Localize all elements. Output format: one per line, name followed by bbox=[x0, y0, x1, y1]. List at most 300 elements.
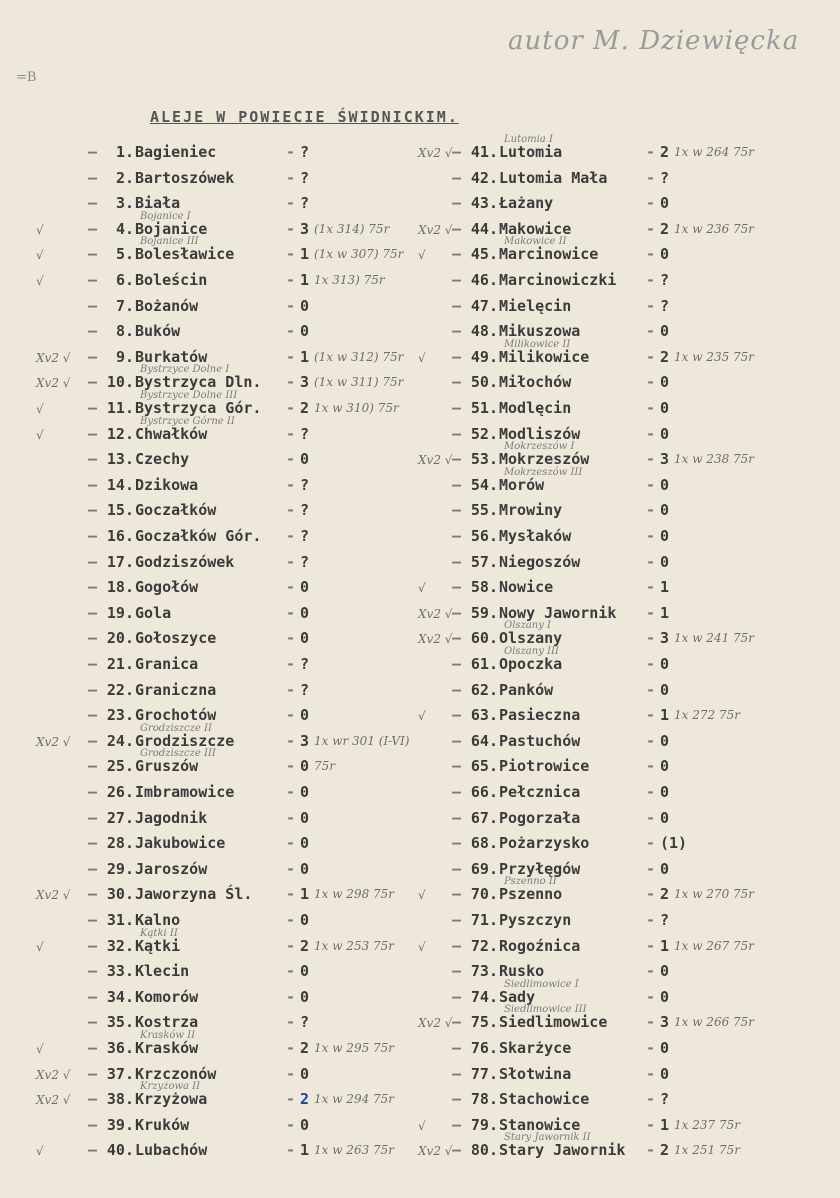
alley-count: 0 bbox=[660, 552, 670, 571]
value-dash: - bbox=[286, 143, 296, 161]
alley-count: ? bbox=[300, 1013, 310, 1032]
entry-number: 10. bbox=[106, 373, 134, 392]
value-dash: - bbox=[286, 783, 296, 801]
entry-number: 6. bbox=[115, 271, 134, 289]
handwritten-check-mark: √ bbox=[36, 222, 44, 237]
alley-count: 1 bbox=[300, 271, 310, 289]
handwritten-sublabel: Bystrzyce Dolne I bbox=[140, 364, 230, 376]
value-dash: - bbox=[646, 501, 656, 520]
entry-number: 8. bbox=[115, 322, 134, 341]
alley-count: 0 bbox=[300, 1115, 310, 1134]
village-name: Niegoszów bbox=[499, 552, 581, 571]
alley-count: 0 bbox=[300, 296, 310, 315]
alley-count: 0 bbox=[660, 1039, 670, 1057]
entry-number: 41. bbox=[470, 143, 498, 161]
alley-count: 0 bbox=[660, 527, 670, 545]
handwritten-sublabel: Kątki II bbox=[140, 927, 178, 939]
alley-count: 0 bbox=[660, 501, 670, 520]
handwritten-annotation: 1x w 298 75r bbox=[314, 887, 395, 902]
alley-count: 0 bbox=[300, 911, 310, 929]
alley-count: 2 bbox=[660, 347, 670, 366]
value-dash: - bbox=[646, 936, 656, 955]
handwritten-sublabel: Krzyżowa II bbox=[140, 1081, 201, 1093]
village-name: Opoczka bbox=[499, 655, 563, 673]
value-dash: - bbox=[646, 373, 656, 392]
value-dash: - bbox=[646, 450, 656, 469]
village-name: Pszenno bbox=[499, 885, 563, 904]
dash-marker: – bbox=[452, 450, 462, 469]
dash-marker: – bbox=[88, 552, 98, 571]
handwritten-check-mark: √ bbox=[36, 427, 44, 442]
village-name: Modlęcin bbox=[499, 399, 572, 417]
alley-count: 3 bbox=[660, 1013, 670, 1032]
handwritten-check-mark: √ bbox=[36, 939, 44, 954]
handwritten-sublabel: Siedlimowice I bbox=[504, 978, 579, 990]
value-dash: - bbox=[286, 962, 296, 981]
handwritten-sublabel: Grodziszcze III bbox=[140, 748, 216, 760]
dash-marker: – bbox=[452, 706, 462, 725]
dash-marker: – bbox=[452, 373, 462, 392]
entry-number: 66. bbox=[470, 783, 498, 801]
village-name: Panków bbox=[499, 680, 554, 699]
village-name: Modliszów bbox=[499, 424, 581, 443]
entry-number: 49. bbox=[470, 347, 498, 366]
value-dash: - bbox=[286, 347, 296, 366]
value-dash: - bbox=[286, 706, 296, 725]
handwritten-check-mark: Xv2 √ bbox=[418, 632, 453, 647]
handwritten-check-mark: √ bbox=[36, 248, 44, 263]
entry-number: 15. bbox=[106, 501, 134, 520]
value-dash: - bbox=[286, 859, 296, 878]
alley-count: ? bbox=[660, 296, 670, 315]
dash-marker: – bbox=[452, 1115, 462, 1134]
value-dash: - bbox=[286, 731, 296, 750]
village-name: Granica bbox=[135, 655, 199, 673]
entry-number: 42. bbox=[470, 168, 498, 187]
entry-number: 70. bbox=[470, 885, 498, 904]
entry-number: 40. bbox=[106, 1141, 134, 1160]
handwritten-sublabel: Bojanice I bbox=[140, 210, 191, 222]
value-dash: - bbox=[286, 911, 296, 929]
dash-marker: – bbox=[452, 475, 462, 494]
value-dash: - bbox=[646, 1013, 656, 1032]
village-name: Kątki bbox=[135, 936, 181, 955]
entry-number: 60. bbox=[470, 629, 498, 648]
alley-count: 1 bbox=[660, 1115, 670, 1134]
village-name: Lutomia Mała bbox=[499, 168, 608, 187]
dash-marker: – bbox=[452, 936, 462, 955]
entry-number: 44. bbox=[470, 219, 498, 238]
dash-marker: – bbox=[88, 1141, 98, 1160]
alley-count: (1) bbox=[660, 834, 688, 853]
dash-marker: – bbox=[88, 245, 98, 264]
entry-number: 43. bbox=[470, 194, 498, 213]
village-name: Mokrzeszów bbox=[499, 450, 590, 469]
entry-number: 63. bbox=[470, 706, 498, 725]
village-name: Goczałków Gór. bbox=[135, 527, 262, 545]
alley-count: 0 bbox=[660, 783, 670, 801]
value-dash: - bbox=[286, 399, 296, 417]
value-dash: - bbox=[286, 987, 296, 1006]
value-dash: - bbox=[646, 706, 656, 725]
value-dash: - bbox=[286, 552, 296, 571]
value-dash: - bbox=[286, 296, 296, 315]
alley-count: ? bbox=[300, 475, 310, 494]
handwritten-check-mark: √ bbox=[36, 1042, 44, 1056]
dash-marker: – bbox=[88, 783, 98, 801]
handwritten-check-mark: Xv2 √ bbox=[418, 453, 453, 468]
value-dash: - bbox=[646, 245, 656, 264]
entry-number: 65. bbox=[470, 757, 498, 776]
dash-marker: – bbox=[88, 347, 98, 366]
dash-marker: – bbox=[452, 680, 462, 699]
entry-number: 35. bbox=[106, 1013, 134, 1032]
entry-number: 78. bbox=[470, 1090, 498, 1109]
entry-number: 22. bbox=[106, 680, 134, 699]
alley-count: ? bbox=[300, 501, 310, 520]
alley-count: 0 bbox=[660, 245, 670, 264]
village-name: Kalno bbox=[135, 911, 181, 929]
value-dash: - bbox=[646, 629, 656, 648]
village-name: Bagieniec bbox=[135, 143, 217, 161]
dash-marker: – bbox=[452, 808, 462, 827]
dash-marker: – bbox=[452, 1013, 462, 1032]
village-name: Krasków bbox=[135, 1039, 199, 1057]
entry-number: 21. bbox=[106, 655, 134, 673]
value-dash: - bbox=[286, 1090, 296, 1109]
value-dash: - bbox=[286, 885, 296, 904]
dash-marker: – bbox=[88, 168, 98, 187]
handwritten-sublabel: Olszany I bbox=[504, 620, 551, 632]
alley-count: 0 bbox=[300, 757, 310, 776]
handwritten-check-mark: √ bbox=[36, 402, 44, 416]
value-dash: - bbox=[646, 783, 656, 801]
entry-number: 53. bbox=[470, 450, 498, 469]
dash-marker: – bbox=[452, 527, 462, 545]
dash-marker: – bbox=[452, 271, 462, 289]
village-name: Pyszczyn bbox=[499, 911, 572, 929]
alley-count: 2 bbox=[300, 936, 310, 955]
entry-number: 79. bbox=[470, 1115, 498, 1134]
handwritten-check-mark: √ bbox=[36, 274, 44, 288]
entry-number: 11. bbox=[106, 399, 134, 417]
entry-number: 50. bbox=[470, 373, 498, 392]
value-dash: - bbox=[646, 603, 656, 622]
handwritten-sublabel: Siedlimowice III bbox=[504, 1004, 587, 1016]
entry-number: 57. bbox=[470, 552, 498, 571]
handwritten-check-mark: √ bbox=[36, 1144, 44, 1159]
handwritten-check-mark: Xv2 √ bbox=[418, 1144, 453, 1159]
dash-marker: – bbox=[452, 987, 462, 1006]
entry-number: 24. bbox=[106, 731, 134, 750]
value-dash: - bbox=[286, 1064, 296, 1083]
dash-marker: – bbox=[88, 475, 98, 494]
value-dash: - bbox=[286, 1013, 296, 1032]
entry-number: 76. bbox=[470, 1039, 498, 1057]
value-dash: - bbox=[286, 475, 296, 494]
alley-count: 2 bbox=[300, 399, 310, 417]
village-name: Chwałków bbox=[135, 424, 208, 443]
entry-number: 27. bbox=[106, 808, 134, 827]
village-name: Mikuszowa bbox=[499, 322, 581, 341]
value-dash: - bbox=[646, 271, 656, 289]
village-name: Marcinowice bbox=[499, 245, 599, 264]
dash-marker: – bbox=[88, 322, 98, 341]
handwritten-check-mark: Xv2 √ bbox=[418, 1016, 453, 1031]
alley-count: 3 bbox=[300, 219, 310, 238]
dash-marker: – bbox=[88, 680, 98, 699]
dash-marker: – bbox=[452, 757, 462, 776]
alley-count: 2 bbox=[300, 1090, 310, 1109]
value-dash: - bbox=[646, 731, 656, 750]
dash-marker: – bbox=[452, 629, 462, 648]
value-dash: - bbox=[646, 1039, 656, 1057]
village-name: Jakubowice bbox=[135, 834, 226, 853]
alley-count: 0 bbox=[660, 655, 670, 673]
entry-number: 5. bbox=[115, 245, 134, 264]
alley-count: ? bbox=[300, 527, 310, 545]
dash-marker: – bbox=[452, 296, 462, 315]
entry-number: 9. bbox=[115, 347, 134, 366]
entry-number: 45. bbox=[470, 245, 498, 264]
entry-number: 68. bbox=[470, 834, 498, 853]
handwritten-annotation: 1x w 235 75r bbox=[674, 349, 755, 364]
dash-marker: – bbox=[88, 808, 98, 827]
dash-marker: – bbox=[88, 911, 98, 929]
handwritten-check-mark: Xv2 √ bbox=[418, 606, 453, 621]
alley-count: ? bbox=[300, 143, 310, 161]
village-name: Gołoszyce bbox=[135, 629, 217, 648]
value-dash: - bbox=[646, 1115, 656, 1134]
alley-count: 0 bbox=[300, 706, 310, 725]
dash-marker: – bbox=[452, 783, 462, 801]
dash-marker: – bbox=[452, 1141, 462, 1160]
dash-marker: – bbox=[452, 245, 462, 264]
value-dash: - bbox=[646, 347, 656, 366]
village-name: Przyłęgów bbox=[499, 859, 581, 878]
value-dash: - bbox=[286, 194, 296, 213]
value-dash: - bbox=[286, 424, 296, 443]
value-dash: - bbox=[646, 834, 656, 853]
handwritten-check-mark: Xv2 √ bbox=[36, 350, 71, 365]
village-name: Krzyżowa bbox=[135, 1090, 208, 1109]
alley-count: ? bbox=[300, 194, 310, 213]
dash-marker: – bbox=[88, 194, 98, 213]
handwritten-sublabel: Grodziszcze II bbox=[140, 722, 212, 734]
dash-marker: – bbox=[452, 194, 462, 213]
dash-marker: – bbox=[452, 578, 462, 597]
dash-marker: – bbox=[452, 962, 462, 981]
handwritten-check-mark: Xv2 √ bbox=[36, 888, 71, 903]
value-dash: - bbox=[646, 322, 656, 341]
entry-number: 30. bbox=[106, 885, 134, 904]
dash-marker: – bbox=[88, 399, 98, 417]
alley-count: 0 bbox=[660, 194, 670, 213]
value-dash: - bbox=[286, 578, 296, 597]
dash-marker: – bbox=[88, 731, 98, 750]
village-name: Mielęcin bbox=[499, 296, 572, 315]
dash-marker: – bbox=[88, 603, 98, 622]
value-dash: - bbox=[646, 987, 656, 1006]
entry-number: 2. bbox=[115, 168, 134, 187]
alley-count: 1 bbox=[300, 1141, 310, 1160]
alley-count: 2 bbox=[660, 143, 670, 161]
dash-marker: – bbox=[88, 1039, 98, 1057]
entry-number: 51. bbox=[470, 399, 498, 417]
entry-number: 17. bbox=[106, 552, 134, 571]
value-dash: - bbox=[646, 859, 656, 878]
village-name: Bystrzyca Gór. bbox=[135, 399, 262, 417]
dash-marker: – bbox=[88, 501, 98, 520]
alley-count: 0 bbox=[660, 987, 670, 1006]
value-dash: - bbox=[286, 655, 296, 673]
alley-count: 0 bbox=[660, 808, 670, 827]
value-dash: - bbox=[286, 834, 296, 853]
village-name: Komorów bbox=[135, 987, 199, 1006]
dash-marker: – bbox=[452, 399, 462, 417]
page-title: ALEJE W POWIECIE ŚWIDNICKIM. bbox=[150, 108, 459, 126]
entry-number: 12. bbox=[106, 424, 134, 443]
dash-marker: – bbox=[452, 347, 462, 366]
alley-count: ? bbox=[660, 1090, 670, 1109]
handwritten-annotation: 75r bbox=[314, 759, 336, 774]
value-dash: - bbox=[286, 450, 296, 469]
entry-number: 3. bbox=[115, 194, 134, 213]
entry-number: 32. bbox=[106, 936, 134, 955]
village-name: Kruków bbox=[135, 1115, 190, 1134]
alley-count: 0 bbox=[660, 322, 670, 341]
alley-count: 0 bbox=[300, 834, 310, 853]
alley-count: 1 bbox=[660, 578, 670, 597]
dash-marker: – bbox=[88, 219, 98, 238]
village-name: Jagodnik bbox=[135, 808, 208, 827]
value-dash: - bbox=[286, 527, 296, 545]
alley-count: 1 bbox=[660, 706, 670, 725]
entry-number: 75. bbox=[470, 1013, 498, 1032]
entry-number: 7. bbox=[115, 296, 134, 315]
alley-count: 0 bbox=[660, 373, 670, 392]
handwritten-sublabel: Mokrzeszów III bbox=[504, 466, 583, 478]
value-dash: - bbox=[286, 603, 296, 622]
alley-count: 0 bbox=[300, 578, 310, 597]
alley-count: 0 bbox=[660, 399, 670, 417]
alley-count: 1 bbox=[300, 347, 310, 366]
entry-number: 59. bbox=[470, 603, 498, 622]
village-name: Pastuchów bbox=[499, 731, 581, 750]
village-name: Marcinowiczki bbox=[499, 271, 617, 289]
alley-count: 0 bbox=[660, 680, 670, 699]
dash-marker: – bbox=[88, 629, 98, 648]
dash-marker: – bbox=[88, 987, 98, 1006]
entry-number: 80. bbox=[470, 1141, 498, 1160]
alley-count: 0 bbox=[660, 1064, 670, 1083]
alley-count: 3 bbox=[300, 731, 310, 750]
alley-count: 0 bbox=[660, 424, 670, 443]
village-name: Biała bbox=[135, 194, 181, 213]
handwritten-check-mark: Xv2 √ bbox=[36, 1067, 71, 1082]
dash-marker: – bbox=[88, 936, 98, 955]
dash-marker: – bbox=[88, 885, 98, 904]
value-dash: - bbox=[286, 1141, 296, 1160]
handwritten-check-mark: √ bbox=[418, 939, 426, 954]
dash-marker: – bbox=[452, 143, 462, 161]
handwritten-annotation: 1x 237 75r bbox=[674, 1117, 740, 1132]
value-dash: - bbox=[286, 271, 296, 289]
handwritten-sublabel: Krasków II bbox=[140, 1030, 196, 1041]
alley-count: 1 bbox=[300, 885, 310, 904]
handwritten-annotation: 1x 272 75r bbox=[674, 708, 740, 723]
dash-marker: – bbox=[452, 1090, 462, 1109]
village-name: Stanowice bbox=[499, 1115, 581, 1134]
entry-number: 14. bbox=[106, 475, 134, 494]
handwritten-check-mark: Xv2 √ bbox=[36, 734, 71, 749]
value-dash: - bbox=[286, 757, 296, 776]
handwritten-annotation: 1x w 295 75r bbox=[314, 1041, 395, 1055]
handwritten-check-mark: √ bbox=[418, 709, 426, 724]
value-dash: - bbox=[286, 373, 296, 392]
handwritten-check-mark: √ bbox=[418, 581, 426, 596]
alley-count: ? bbox=[300, 552, 310, 571]
value-dash: - bbox=[646, 143, 656, 161]
handwritten-sublabel: Lutomia I bbox=[504, 134, 553, 145]
alley-count: 1 bbox=[660, 603, 670, 622]
handwritten-annotation: 1x w 266 75r bbox=[674, 1015, 755, 1030]
entry-number: 13. bbox=[106, 450, 134, 469]
alley-count: 3 bbox=[660, 629, 670, 648]
entry-number: 54. bbox=[470, 475, 498, 494]
village-name: Burkatów bbox=[135, 347, 208, 366]
handwritten-annotation: 1x w 253 75r bbox=[314, 938, 395, 953]
entry-number: 67. bbox=[470, 808, 498, 827]
value-dash: - bbox=[286, 1115, 296, 1134]
handwritten-annotation: 1x w 267 75r bbox=[674, 938, 755, 953]
alley-count: 0 bbox=[300, 962, 310, 981]
handwritten-annotation: 1x w 241 75r bbox=[674, 631, 755, 646]
alley-count: 3 bbox=[300, 373, 310, 392]
village-name: Skarżyce bbox=[499, 1039, 572, 1057]
village-name: Kostrza bbox=[135, 1013, 199, 1032]
author-handwritten-note: autor M. Dziewięcka bbox=[508, 26, 800, 56]
village-name: Milikowice bbox=[499, 347, 590, 366]
village-name: Mrowiny bbox=[499, 501, 563, 520]
entry-number: 56. bbox=[470, 527, 498, 545]
village-name: Nowy Jawornik bbox=[499, 603, 617, 622]
handwritten-check-mark: √ bbox=[418, 350, 426, 365]
dash-marker: – bbox=[88, 1115, 98, 1134]
value-dash: - bbox=[646, 1064, 656, 1083]
entry-number: 26. bbox=[106, 783, 134, 801]
handwritten-check-mark: Xv2 √ bbox=[418, 146, 453, 160]
village-name: Bolesławice bbox=[135, 245, 235, 264]
alley-count: ? bbox=[660, 271, 670, 289]
handwritten-annotation: (1x w 307) 75r bbox=[314, 247, 404, 262]
handwritten-check-mark: √ bbox=[418, 1118, 426, 1133]
value-dash: - bbox=[286, 680, 296, 699]
village-name: Pasieczna bbox=[499, 706, 581, 725]
alley-count: 0 bbox=[300, 322, 310, 341]
value-dash: - bbox=[646, 655, 656, 673]
entry-number: 39. bbox=[106, 1115, 134, 1134]
value-dash: - bbox=[646, 168, 656, 187]
value-dash: - bbox=[646, 808, 656, 827]
handwritten-annotation: 1x 251 75r bbox=[674, 1143, 740, 1158]
handwritten-annotation: 1x w 263 75r bbox=[314, 1143, 395, 1158]
handwritten-annotation: 1x wr 301 (I-VI) bbox=[314, 733, 410, 748]
entry-number: 20. bbox=[106, 629, 134, 648]
value-dash: - bbox=[646, 1141, 656, 1160]
alley-count: ? bbox=[660, 168, 670, 187]
village-name: Jaroszów bbox=[135, 859, 208, 878]
